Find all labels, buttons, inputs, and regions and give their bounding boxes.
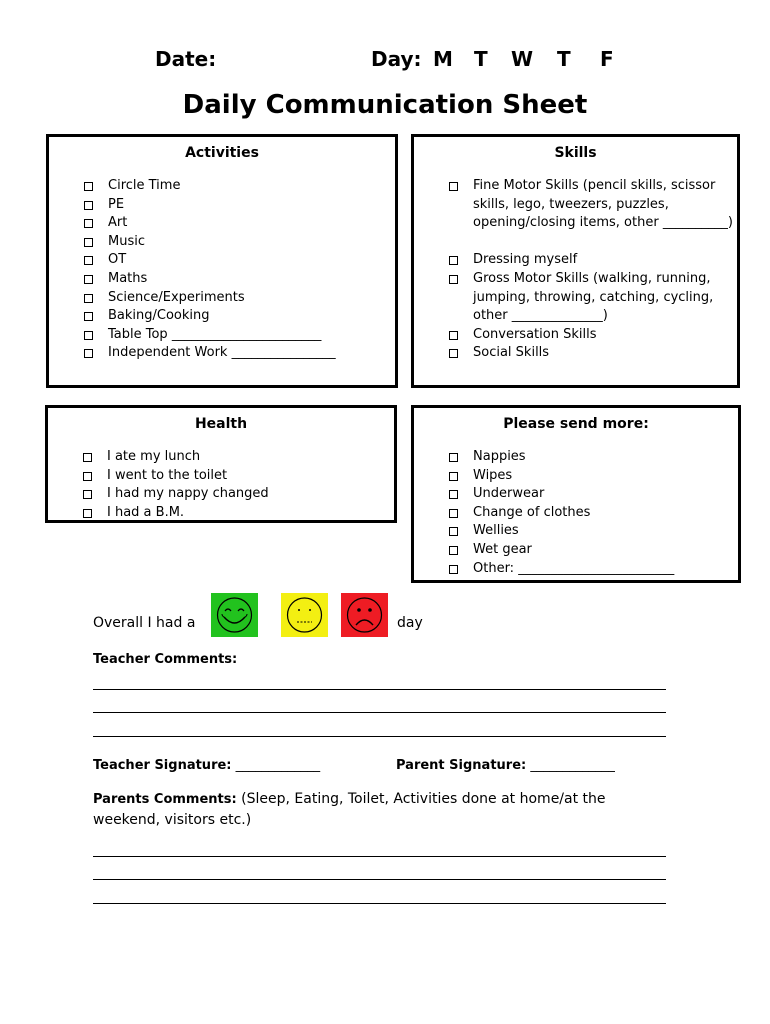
checkbox-icon[interactable] — [449, 349, 458, 358]
send-more-title: Please send more: — [503, 416, 649, 432]
checkbox-icon[interactable] — [449, 182, 458, 191]
parents-comments-label: Parents Comments: — [93, 792, 237, 807]
page-title: Daily Communication Sheet — [182, 90, 588, 120]
health-box: Health I ate my lunch I went to the toilet I had my nappy changed I had a B.M. — [45, 405, 397, 523]
checkbox-icon[interactable] — [83, 490, 92, 499]
day-label: Day: — [371, 47, 422, 71]
parent-comment-line[interactable] — [93, 879, 666, 880]
send-more-box: Please send more: Nappies Wipes Underwear Change of clothes Wellies Wet gear Other: ________________________ — [411, 405, 741, 583]
day-monday[interactable]: M — [433, 47, 453, 71]
checkbox-icon[interactable] — [84, 182, 93, 191]
checkbox-icon[interactable] — [449, 453, 458, 462]
teacher-comments-label: Teacher Comments: — [93, 652, 238, 667]
parents-comments — [93, 789, 653, 830]
overall-prefix: Overall I had a — [93, 615, 196, 631]
overall-suffix: day — [397, 615, 423, 631]
health-title: Health — [194, 416, 248, 432]
checkbox-icon[interactable] — [83, 509, 92, 518]
parent-comment-line[interactable] — [93, 856, 666, 857]
teacher-comment-line[interactable] — [93, 712, 666, 713]
checkbox-icon[interactable] — [449, 546, 458, 555]
checkbox-icon[interactable] — [449, 490, 458, 499]
teacher-signature-blank[interactable]: _____________ — [235, 758, 321, 773]
skills-box: Skills Fine Motor Skills (pencil skills, scissor skills, lego, tweezers, puzzles, opening/closing items, other __________) Dressing myself Gross Motor Skills (walking, running, jumping, throwing, catching, cycling, other ______________) Conversation Skills Social Skills — [411, 134, 740, 388]
day-thursday[interactable]: T — [557, 47, 571, 71]
checkbox-icon[interactable] — [84, 256, 93, 265]
checkbox-icon[interactable] — [84, 219, 93, 228]
parent-comment-line[interactable] — [93, 903, 666, 904]
day-tuesday[interactable]: T — [474, 47, 488, 71]
happy-face-icon[interactable] — [211, 593, 258, 637]
checkbox-icon[interactable] — [84, 331, 93, 340]
parents-comments-hint: (Sleep, Eating, Toilet, Activities done at home/at the weekend, visitors etc.) — [93, 791, 606, 828]
checkbox-icon[interactable] — [449, 527, 458, 536]
date-label: Date: — [155, 47, 217, 71]
activities-title: Activities — [185, 145, 259, 161]
checkbox-icon[interactable] — [84, 201, 93, 210]
checkbox-icon[interactable] — [449, 275, 458, 284]
checkbox-icon[interactable] — [84, 275, 93, 284]
neutral-face-icon[interactable] — [281, 593, 328, 637]
checkbox-icon[interactable] — [84, 312, 93, 321]
checkbox-icon[interactable] — [449, 565, 458, 574]
teacher-comment-line[interactable] — [93, 736, 666, 737]
checkbox-icon[interactable] — [449, 256, 458, 265]
day-wednesday[interactable]: W — [511, 47, 534, 71]
sad-face-icon[interactable] — [341, 593, 388, 637]
checkbox-icon[interactable] — [449, 472, 458, 481]
checkbox-icon[interactable] — [83, 453, 92, 462]
checkbox-icon[interactable] — [449, 509, 458, 518]
activities-box: Activities Circle Time PE Art Music OT Maths Science/Experiments Baking/Cooking Table Top _______________________ Independent Work ________________ — [46, 134, 398, 388]
parent-signature-label: Parent Signature: — [396, 758, 527, 773]
parent-signature[interactable] — [396, 758, 615, 773]
teacher-comment-line[interactable] — [93, 689, 666, 690]
teacher-signature[interactable] — [93, 758, 320, 773]
skills-title: Skills — [554, 145, 597, 161]
checkbox-icon[interactable] — [449, 331, 458, 340]
checkbox-icon[interactable] — [83, 472, 92, 481]
checkbox-icon[interactable] — [84, 294, 93, 303]
teacher-signature-label: Teacher Signature: — [93, 758, 232, 773]
checkbox-icon[interactable] — [84, 349, 93, 358]
parent-signature-blank[interactable]: _____________ — [530, 758, 615, 773]
day-friday[interactable]: F — [600, 47, 614, 71]
checkbox-icon[interactable] — [84, 238, 93, 247]
